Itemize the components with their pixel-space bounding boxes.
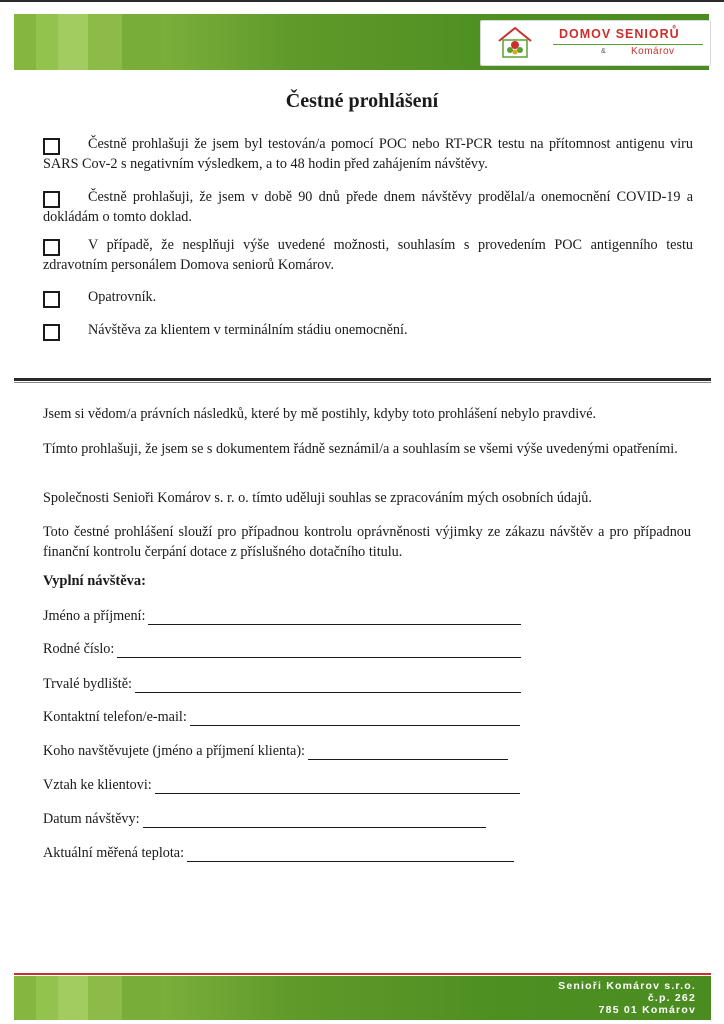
option-row xyxy=(43,321,693,341)
field-input-line[interactable] xyxy=(135,678,521,693)
form-heading: Vyplní návštěva: xyxy=(43,573,147,589)
field-name xyxy=(43,605,521,625)
field-label: Rodné číslo: xyxy=(43,641,115,657)
logo xyxy=(480,20,711,66)
logo-ampersand: & xyxy=(601,48,606,55)
field-input-line[interactable] xyxy=(155,779,520,794)
field-label: Koho navštěvujete (jméno a příjmení klienta): xyxy=(43,743,305,759)
option-text: V případě, že nesplňuji výše uvedené možnosti, souhlasím s provedením POC antigenního testu zdravotním personálem Domova seniorů Komárov. xyxy=(43,237,693,273)
field-label: Vztah ke klientovi: xyxy=(43,777,152,793)
checkbox[interactable] xyxy=(43,291,60,308)
footer-company: Senioři Komárov s.r.o. xyxy=(558,980,696,992)
statement-paragraph: Společnosti Senioři Komárov s. r. o. tímto uděluji souhlas se zpracováním mých osobních údajů. xyxy=(43,490,592,506)
option-text: Čestně prohlašuji že jsem byl testován/a pomocí POC nebo RT-PCR testu na přítomnost antigenu viru SARS Cov-2 s negativním výsledkem, a to 48 hodin před zahájením návštěvy. xyxy=(43,136,693,172)
option-text: Návštěva za klientem v terminálním stádiu onemocnění. xyxy=(88,322,408,338)
footer-address xyxy=(558,980,696,1016)
option-row xyxy=(43,188,693,227)
logo-city: Komárov xyxy=(631,46,675,57)
field-visited-client xyxy=(43,740,508,760)
option-text: Opatrovník. xyxy=(88,289,157,305)
field-input-line[interactable] xyxy=(117,643,521,658)
house-logo-icon xyxy=(495,25,535,59)
option-text: Čestně prohlašuji, že jsem v době 90 dnů přede dnem návštěvy prodělal/a onemocnění COVID-19 a dokládám o tomto doklad. xyxy=(43,189,693,225)
field-label: Trvalé bydliště: xyxy=(43,676,132,692)
field-input-line[interactable] xyxy=(308,745,508,760)
field-input-line[interactable] xyxy=(143,813,486,828)
field-input-line[interactable] xyxy=(190,711,520,726)
field-label: Jméno a příjmení: xyxy=(43,608,146,624)
footer-rule xyxy=(14,973,711,975)
field-label: Aktuální měřená teplota: xyxy=(43,845,185,861)
field-input-line[interactable] xyxy=(148,610,521,625)
logo-name: DOMOV SENIORŮ xyxy=(559,27,680,41)
page-title: Čestné prohlášení xyxy=(285,90,439,112)
option-row xyxy=(43,135,693,174)
section-divider xyxy=(14,378,711,381)
checkbox[interactable] xyxy=(43,239,60,256)
logo-rule xyxy=(553,44,703,45)
field-label: Kontaktní telefon/e-mail: xyxy=(43,709,187,725)
checkbox[interactable] xyxy=(43,191,60,208)
section-divider-thin xyxy=(14,382,711,383)
option-row xyxy=(43,236,693,275)
field-relationship xyxy=(43,774,520,794)
footer-city: 785 01 Komárov xyxy=(598,1004,696,1016)
checkbox[interactable] xyxy=(43,138,60,155)
option-row xyxy=(43,288,693,308)
checkbox[interactable] xyxy=(43,324,60,341)
field-label: Datum návštěvy: xyxy=(43,811,140,827)
top-rule xyxy=(0,0,724,2)
field-visit-date xyxy=(43,808,486,828)
field-birth-number xyxy=(43,638,521,658)
field-address xyxy=(43,673,521,693)
statement-paragraph: Tímto prohlašuji, že jsem se s dokumentem řádně seznámil/a a souhlasím se všemi výše uvedenými opatřeními. xyxy=(43,441,678,457)
field-temperature xyxy=(43,842,514,862)
statement-paragraph: Jsem si vědom/a právních následků, které by mě postihly, kdyby toto prohlášení nebylo pravdivé. xyxy=(43,406,597,422)
footer-street: č.p. 262 xyxy=(647,992,696,1004)
field-input-line[interactable] xyxy=(187,847,514,862)
field-contact xyxy=(43,706,520,726)
statement-paragraph: Toto čestné prohlášení slouží pro případnou kontrolu oprávněnosti výjimky ze zákazu návštěv a pro případnou finanční kontrolu čerpání dotace z příslušného dotačního titulu. xyxy=(43,524,691,560)
